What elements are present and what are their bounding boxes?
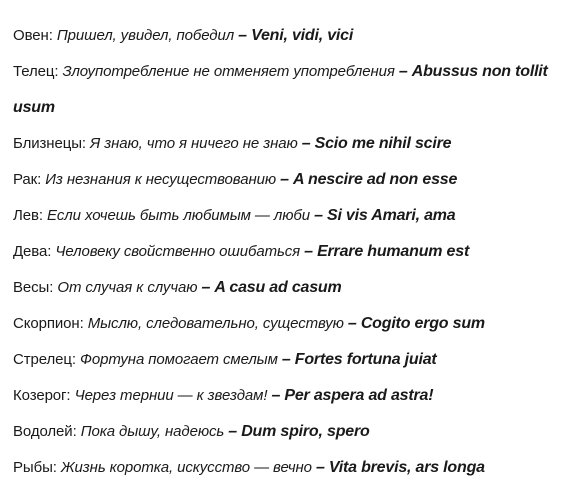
latin-phrase: A casu ad casum xyxy=(214,279,342,296)
zodiac-sign: Рыбы xyxy=(13,459,53,476)
entry-capricorn: Козерог: Через тернии — к звездам! – Per aspera ad astra! xyxy=(13,387,434,404)
russian-phrase: От случая к случаю xyxy=(57,279,198,296)
separator-dash: – xyxy=(238,27,247,44)
entry-cancer: Рак: Из незнания к несуществованию – A nescire ad non esse xyxy=(13,171,458,188)
russian-phrase: Через тернии — к звездам! xyxy=(74,387,268,404)
zodiac-sign: Водолей xyxy=(13,423,73,440)
entry-scorpio: Скорпион: Мыслю, следовательно, существую – Cogito ergo sum xyxy=(13,315,485,332)
latin-phrase: Abussus non tollit usum xyxy=(13,63,548,116)
zodiac-sign: Козерог xyxy=(13,387,67,404)
separator-dash: – xyxy=(316,459,325,476)
separator-dash: – xyxy=(280,171,289,188)
zodiac-sign: Рак xyxy=(13,171,38,188)
zodiac-sign: Дева xyxy=(13,243,48,260)
entry-libra: Весы: От случая к случаю – A casu ad casum xyxy=(13,279,342,296)
entry-virgo: Дева: Человеку свойственно ошибаться – Errare humanum est xyxy=(13,243,470,260)
separator-dash: – xyxy=(271,387,281,404)
latin-phrase: Vita brevis, ars longa xyxy=(328,459,485,476)
latin-phrase: Per aspera ad astra! xyxy=(284,387,434,404)
zodiac-sign: Скорпион xyxy=(13,315,80,332)
latin-phrase: A nescire ad non esse xyxy=(293,171,458,188)
zodiac-sign: Телец xyxy=(13,63,55,80)
separator-dash: – xyxy=(347,315,357,332)
entry-aries: Овен: Пришел, увидел, победил – Veni, vidi, vici xyxy=(13,27,354,44)
entry-sagittarius: Стрелец: Фортуна помогает смелым – Fortes fortuna juiat xyxy=(13,351,437,368)
russian-phrase: Человеку свойственно ошибаться xyxy=(55,243,301,260)
latin-phrase: Errare humanum est xyxy=(317,243,470,260)
zodiac-sign: Близнецы xyxy=(13,135,82,152)
entry-gemini: Близнецы: Я знаю, что я ничего не знаю – Scio me nihil scire xyxy=(13,135,452,152)
russian-phrase: Мыслю, следовательно, существую xyxy=(87,315,344,332)
separator-dash: – xyxy=(301,135,311,152)
entry-aquarius: Водолей: Пока дышу, надеюсь – Dum spiro, spero xyxy=(13,423,370,440)
latin-phrase: Si vis Amari, ama xyxy=(326,207,456,224)
separator-dash: – xyxy=(314,207,323,224)
zodiac-sign: Весы xyxy=(13,279,50,296)
russian-phrase: Пришел, увидел, победил xyxy=(56,27,235,44)
latin-phrase: Cogito ergo sum xyxy=(360,315,485,332)
zodiac-phrases-document xyxy=(13,18,565,486)
zodiac-sign: Лев xyxy=(13,207,39,224)
latin-phrase: Veni, vidi, vici xyxy=(251,27,354,44)
latin-phrase: Scio me nihil scire xyxy=(314,135,452,152)
separator-dash: – xyxy=(201,279,211,296)
russian-phrase: Фортуна помогает смелым xyxy=(80,351,278,368)
separator-dash: – xyxy=(281,351,291,368)
separator-dash: – xyxy=(304,243,313,260)
russian-phrase: Я знаю, что я ничего не знаю xyxy=(90,135,298,152)
separator-dash: – xyxy=(398,63,408,80)
russian-phrase: Жизнь коротка, искусство — вечно xyxy=(60,459,312,476)
russian-phrase: Из незнания к несуществованию xyxy=(45,171,277,188)
zodiac-sign: Стрелец xyxy=(13,351,72,368)
latin-phrase: Dum spiro, spero xyxy=(241,423,370,440)
russian-phrase: Если хочешь быть любимым — люби xyxy=(47,207,310,224)
entry-taurus: Телец: Злоупотребление не отменяет употребления – Abussus non tollit usum xyxy=(13,63,548,116)
entry-pisces: Рыбы: Жизнь коротка, искусство — вечно – Vita brevis, ars longa xyxy=(13,459,485,476)
russian-phrase: Злоупотребление не отменяет употребления xyxy=(62,63,395,80)
entry-leo: Лев: Если хочешь быть любимым — люби – Si vis Amari, ama xyxy=(13,207,456,224)
latin-phrase: Fortes fortuna juiat xyxy=(294,351,437,368)
separator-dash: – xyxy=(228,423,238,440)
russian-phrase: Пока дышу, надеюсь xyxy=(80,423,225,440)
zodiac-sign: Овен xyxy=(13,27,49,44)
